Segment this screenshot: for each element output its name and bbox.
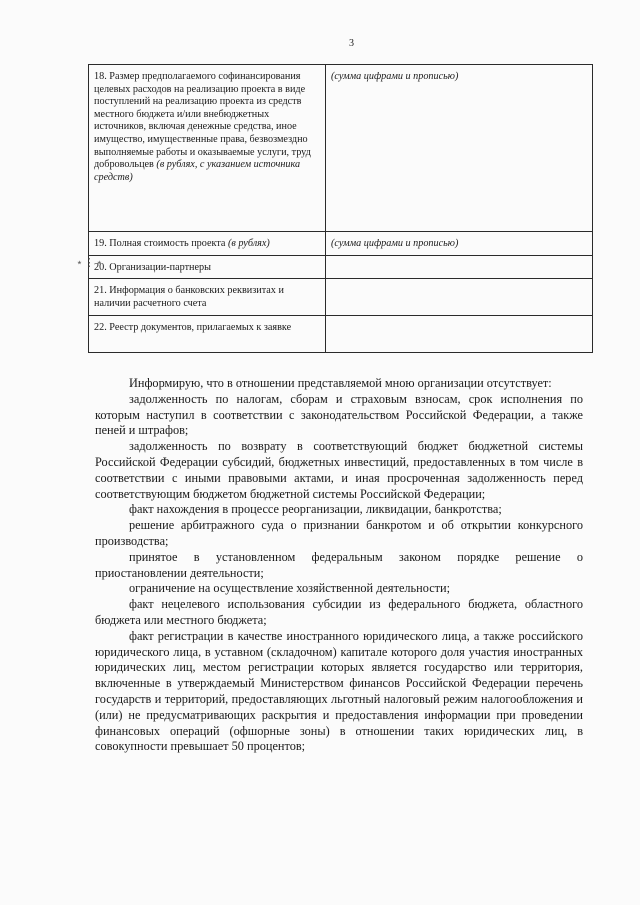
paragraph: факт нахождения в процессе реорганизации, ликвидации, банкротства;	[129, 502, 502, 517]
table-row	[89, 279, 593, 316]
paragraph: факт регистрации в качестве иностранного юридического лица, а также российского юридического лица, в уставном (складочном) капитале которого доля участия иностранных юридических лиц, местом регистрации которых является государство или территория, включенные в утверждаемый Министерством финансов Российской Федерации перечень государств и территорий, предоставляющих льготный налоговый режим налогообложения и (или) не предусматривающих раскрытия и предоставления информации при проведении финансовых операций (офшорные зоны) в отношении таких юридических лиц, в совокупности превышает 50 процентов;	[95, 628, 583, 754]
table-row	[89, 255, 593, 279]
paragraph: решение арбитражного суда о признании банкротом и об открытии конкурсного производства;	[95, 518, 583, 548]
field-label: 18. Размер предполагаемого софинансирования целевых расходов на реализацию проекта в виде поступлений на реализацию проекта из средств местного бюджета и/или внебюджетных источников, включая денежные средства, иное имущество, имущественные права, безвозмездно выполняемые работы и оказываемые услуги, труд добровольцев (в рублях, с указанием источника средств)	[89, 65, 326, 232]
field-label-note: (в рублях)	[227, 238, 270, 249]
field-value: (сумма цифрами и прописью)	[326, 65, 593, 232]
page-number: 3	[349, 38, 354, 49]
field-value: (сумма цифрами и прописью)	[326, 232, 593, 256]
paragraph: задолженность по налогам, сборам и страховым взносам, срок исполнения по которым наступил в соответствии с законодательством Российской Федерации, а также пеней и штрафов;	[95, 391, 583, 438]
paragraph: задолженность по возврату в соответствующий бюджет бюджетной системы Российской Федерации субсидий, бюджетных инвестиций, предоставленных в том числе в соответствии с иными правовыми актами, и иная просроченная задолженность перед соответствующим бюджетом бюджетной системы Российской Федерации;	[95, 439, 583, 501]
field-value	[326, 279, 593, 316]
margin-scribble: ⋆⋮⋆	[76, 257, 104, 269]
table-row	[89, 316, 593, 353]
table-row	[89, 232, 593, 256]
body-text	[95, 376, 583, 755]
paragraph: факт нецелевого использования субсидии из федерального бюджета, областного бюджета или местного бюджета;	[95, 597, 583, 627]
field-label: 20. Организации-партнеры	[89, 255, 326, 279]
field-label-note: (в рублях, с указанием источника средств)	[94, 159, 301, 183]
paragraph: принятое в установленном федеральным законом порядке решение о приостановлении деятельности;	[95, 549, 583, 580]
field-value	[326, 255, 593, 279]
field-label: 19. Полная стоимость проекта (в рублях)	[89, 232, 326, 256]
field-label: 22. Реестр документов, прилагаемых к заявке	[89, 316, 326, 353]
table-row	[89, 65, 593, 232]
paragraph: ограничение на осуществление хозяйственной деятельности;	[129, 581, 451, 596]
field-label: 21. Информация о банковских реквизитах и наличии расчетного счета	[89, 279, 326, 316]
field-value	[326, 316, 593, 353]
paragraph: Информирую, что в отношении представляемой мною организации отсутствует:	[129, 376, 552, 390]
application-form-table	[88, 64, 593, 353]
